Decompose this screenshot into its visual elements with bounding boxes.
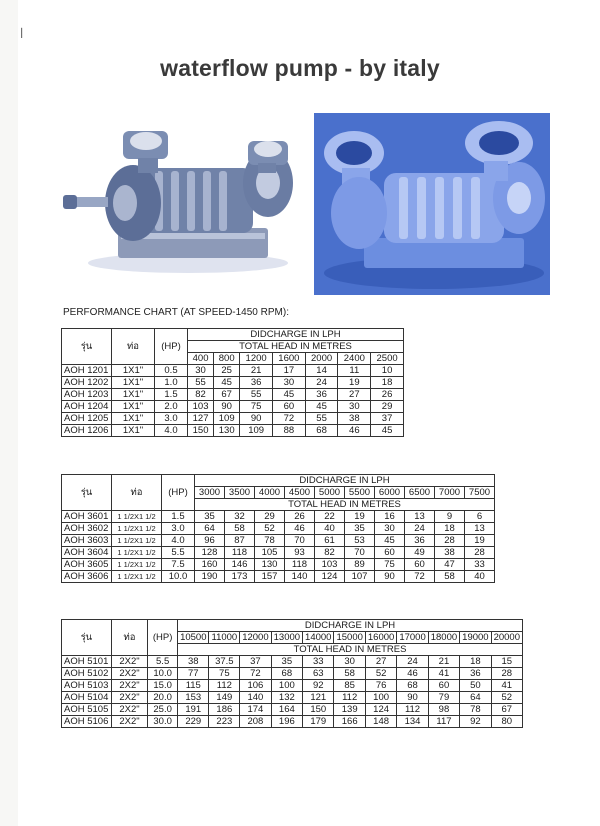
- head-value-cell: 64: [195, 523, 225, 535]
- head-value-cell: 38: [338, 413, 371, 425]
- head-value-cell: 72: [240, 668, 271, 680]
- header-head: TOTAL HEAD IN METRES: [188, 341, 404, 353]
- flow-header-cell: 5000: [315, 487, 345, 499]
- head-value-cell: 132: [271, 692, 302, 704]
- head-value-cell: 26: [285, 511, 315, 523]
- hp-cell: 0.5: [155, 365, 188, 377]
- flow-header-cell: 19000: [460, 632, 491, 644]
- head-value-cell: 150: [303, 704, 334, 716]
- hp-cell: 15.0: [148, 680, 178, 692]
- performance-table-1: [61, 328, 404, 437]
- flow-header-cell: 3000: [195, 487, 225, 499]
- head-value-cell: 45: [214, 377, 240, 389]
- pipe-cell: 2X2": [111, 692, 147, 704]
- head-value-cell: 61: [315, 535, 345, 547]
- head-value-cell: 38: [178, 656, 209, 668]
- flow-header-cell: 7500: [465, 487, 495, 499]
- hp-cell: 20.0: [148, 692, 178, 704]
- head-value-cell: 10: [371, 365, 404, 377]
- head-value-cell: 29: [255, 511, 285, 523]
- head-value-cell: 68: [397, 680, 428, 692]
- head-value-cell: 90: [397, 692, 428, 704]
- pipe-cell: 1X1": [112, 401, 155, 413]
- head-value-cell: 37: [240, 656, 271, 668]
- head-value-cell: 24: [405, 523, 435, 535]
- flow-header-cell: 1600: [272, 353, 305, 365]
- head-value-cell: 70: [285, 535, 315, 547]
- pipe-cell: 2X2": [111, 704, 147, 716]
- table-row: [62, 559, 495, 571]
- hp-cell: 5.5: [148, 656, 178, 668]
- head-value-cell: 87: [225, 535, 255, 547]
- head-value-cell: 121: [303, 692, 334, 704]
- head-value-cell: 30: [338, 401, 371, 413]
- flow-header-cell: 2400: [338, 353, 371, 365]
- head-value-cell: 166: [334, 716, 365, 728]
- model-cell: AOH 5101: [62, 656, 112, 668]
- head-value-cell: 58: [225, 523, 255, 535]
- head-value-cell: 30: [334, 656, 365, 668]
- head-value-cell: 46: [338, 425, 371, 437]
- head-value-cell: 186: [209, 704, 240, 716]
- model-cell: AOH 1206: [62, 425, 112, 437]
- head-value-cell: 49: [405, 547, 435, 559]
- head-value-cell: 18: [435, 523, 465, 535]
- head-value-cell: 13: [465, 523, 495, 535]
- header-discharge: DIDCHARGE IN LPH: [195, 475, 495, 487]
- head-value-cell: 36: [305, 389, 338, 401]
- head-value-cell: 21: [428, 656, 459, 668]
- head-value-cell: 118: [225, 547, 255, 559]
- header-model: รุ่น: [62, 475, 112, 511]
- head-value-cell: 27: [338, 389, 371, 401]
- head-value-cell: 36: [240, 377, 273, 389]
- head-value-cell: 40: [315, 523, 345, 535]
- head-value-cell: 36: [460, 668, 491, 680]
- table-row: [62, 547, 495, 559]
- head-value-cell: 47: [435, 559, 465, 571]
- head-value-cell: 78: [460, 704, 491, 716]
- head-value-cell: 103: [188, 401, 214, 413]
- pipe-cell: 2X2": [111, 668, 147, 680]
- pipe-cell: 1 1/2X1 1/2: [112, 511, 162, 523]
- table-row: [62, 571, 495, 583]
- pipe-cell: 1 1/2X1 1/2: [112, 559, 162, 571]
- performance-chart-label: PERFORMANCE CHART (AT SPEED-1450 RPM):: [63, 307, 289, 318]
- head-value-cell: 88: [272, 425, 305, 437]
- head-value-cell: 149: [209, 692, 240, 704]
- model-cell: AOH 3602: [62, 523, 112, 535]
- head-value-cell: 36: [405, 535, 435, 547]
- table-row: [62, 704, 523, 716]
- head-value-cell: 208: [240, 716, 271, 728]
- table-row: [62, 668, 523, 680]
- head-value-cell: 37: [371, 413, 404, 425]
- table-row: [62, 680, 523, 692]
- table-row: [62, 656, 523, 668]
- head-value-cell: 60: [375, 547, 405, 559]
- hp-cell: 10.0: [148, 668, 178, 680]
- head-value-cell: 164: [271, 704, 302, 716]
- head-value-cell: 153: [178, 692, 209, 704]
- table-row: [62, 377, 404, 389]
- model-cell: AOH 1204: [62, 401, 112, 413]
- head-value-cell: 72: [272, 413, 305, 425]
- header-model: รุ่น: [62, 329, 112, 365]
- head-value-cell: 80: [491, 716, 522, 728]
- model-cell: AOH 3605: [62, 559, 112, 571]
- flow-header-cell: 20000: [491, 632, 522, 644]
- head-value-cell: 100: [271, 680, 302, 692]
- head-value-cell: 30: [272, 377, 305, 389]
- head-value-cell: 41: [428, 668, 459, 680]
- head-value-cell: 140: [240, 692, 271, 704]
- hp-cell: 25.0: [148, 704, 178, 716]
- table-row: [62, 523, 495, 535]
- pipe-cell: 1X1": [112, 389, 155, 401]
- performance-table-3: [61, 619, 523, 728]
- head-value-cell: 103: [315, 559, 345, 571]
- head-value-cell: 53: [345, 535, 375, 547]
- head-value-cell: 93: [285, 547, 315, 559]
- head-value-cell: 37.5: [209, 656, 240, 668]
- head-value-cell: 85: [334, 680, 365, 692]
- head-value-cell: 63: [303, 668, 334, 680]
- head-value-cell: 6: [465, 511, 495, 523]
- head-value-cell: 30: [375, 523, 405, 535]
- head-value-cell: 223: [209, 716, 240, 728]
- model-cell: AOH 5103: [62, 680, 112, 692]
- head-value-cell: 52: [365, 668, 396, 680]
- head-value-cell: 27: [365, 656, 396, 668]
- head-value-cell: 82: [188, 389, 214, 401]
- head-value-cell: 16: [375, 511, 405, 523]
- head-value-cell: 40: [465, 571, 495, 583]
- head-value-cell: 75: [209, 668, 240, 680]
- head-value-cell: 33: [465, 559, 495, 571]
- head-value-cell: 64: [460, 692, 491, 704]
- flow-header-cell: 10500: [178, 632, 209, 644]
- pipe-cell: 1X1": [112, 413, 155, 425]
- table-row: [62, 389, 404, 401]
- flow-header-cell: 4000: [255, 487, 285, 499]
- flow-header-cell: 7000: [435, 487, 465, 499]
- header-pipe: ท่อ: [112, 475, 162, 511]
- pipe-cell: 1X1": [112, 425, 155, 437]
- head-value-cell: 55: [188, 377, 214, 389]
- head-value-cell: 45: [371, 425, 404, 437]
- pipe-cell: 1 1/2X1 1/2: [112, 547, 162, 559]
- head-value-cell: 112: [334, 692, 365, 704]
- head-value-cell: 60: [405, 559, 435, 571]
- head-value-cell: 19: [338, 377, 371, 389]
- head-value-cell: 130: [255, 559, 285, 571]
- head-value-cell: 60: [428, 680, 459, 692]
- head-value-cell: 24: [397, 656, 428, 668]
- head-value-cell: 106: [240, 680, 271, 692]
- head-value-cell: 148: [365, 716, 396, 728]
- pipe-cell: 1 1/2X1 1/2: [112, 571, 162, 583]
- head-value-cell: 11: [338, 365, 371, 377]
- head-value-cell: 46: [285, 523, 315, 535]
- head-value-cell: 15: [491, 656, 522, 668]
- flow-header-cell: 3500: [225, 487, 255, 499]
- head-value-cell: 127: [188, 413, 214, 425]
- head-value-cell: 58: [334, 668, 365, 680]
- head-value-cell: 100: [365, 692, 396, 704]
- pipe-cell: 1 1/2X1 1/2: [112, 523, 162, 535]
- hp-cell: 30.0: [148, 716, 178, 728]
- flow-header-cell: 2000: [305, 353, 338, 365]
- head-value-cell: 68: [305, 425, 338, 437]
- head-value-cell: 190: [195, 571, 225, 583]
- head-value-cell: 82: [315, 547, 345, 559]
- hp-cell: 3.0: [162, 523, 195, 535]
- model-cell: AOH 3603: [62, 535, 112, 547]
- head-value-cell: 90: [375, 571, 405, 583]
- model-cell: AOH 3601: [62, 511, 112, 523]
- flow-header-cell: 15000: [334, 632, 365, 644]
- head-value-cell: 140: [285, 571, 315, 583]
- head-value-cell: 107: [345, 571, 375, 583]
- head-value-cell: 174: [240, 704, 271, 716]
- head-value-cell: 19: [345, 511, 375, 523]
- hp-cell: 1.0: [155, 377, 188, 389]
- table-row: [62, 535, 495, 547]
- table-row: [62, 425, 404, 437]
- table-row: [62, 511, 495, 523]
- flow-header-cell: 16000: [365, 632, 396, 644]
- head-value-cell: 112: [209, 680, 240, 692]
- flow-header-cell: 5500: [345, 487, 375, 499]
- head-value-cell: 52: [491, 692, 522, 704]
- hp-cell: 4.0: [162, 535, 195, 547]
- head-value-cell: 67: [214, 389, 240, 401]
- head-value-cell: 109: [240, 425, 273, 437]
- header-discharge: DIDCHARGE IN LPH: [188, 329, 404, 341]
- head-value-cell: 38: [435, 547, 465, 559]
- model-cell: AOH 3606: [62, 571, 112, 583]
- head-value-cell: 28: [435, 535, 465, 547]
- head-value-cell: 134: [397, 716, 428, 728]
- head-value-cell: 21: [240, 365, 273, 377]
- table-row: [62, 413, 404, 425]
- head-value-cell: 78: [255, 535, 285, 547]
- head-value-cell: 35: [345, 523, 375, 535]
- flow-header-cell: 800: [214, 353, 240, 365]
- model-cell: AOH 1203: [62, 389, 112, 401]
- flow-header-cell: 17000: [397, 632, 428, 644]
- head-value-cell: 70: [345, 547, 375, 559]
- page-title: waterflow pump - by italy: [160, 55, 440, 81]
- head-value-cell: 58: [435, 571, 465, 583]
- head-value-cell: 157: [255, 571, 285, 583]
- table-row: [62, 365, 404, 377]
- head-value-cell: 124: [315, 571, 345, 583]
- header-hp: (HP): [148, 620, 178, 656]
- head-value-cell: 92: [303, 680, 334, 692]
- model-cell: AOH 1205: [62, 413, 112, 425]
- header-model: รุ่น: [62, 620, 112, 656]
- pipe-cell: 1X1": [112, 377, 155, 389]
- model-cell: AOH 5106: [62, 716, 112, 728]
- head-value-cell: 30: [188, 365, 214, 377]
- hp-cell: 10.0: [162, 571, 195, 583]
- model-cell: AOH 5104: [62, 692, 112, 704]
- head-value-cell: 52: [255, 523, 285, 535]
- head-value-cell: 26: [371, 389, 404, 401]
- head-value-cell: 92: [460, 716, 491, 728]
- head-value-cell: 68: [271, 668, 302, 680]
- flow-header-cell: 11000: [209, 632, 240, 644]
- header-head: TOTAL HEAD IN METRES: [195, 499, 495, 511]
- hp-cell: 1.5: [155, 389, 188, 401]
- pump-photo-blue: [314, 113, 550, 295]
- pump-photo-gray: [63, 113, 298, 283]
- head-value-cell: 60: [272, 401, 305, 413]
- table-row: [62, 692, 523, 704]
- hp-cell: 5.5: [162, 547, 195, 559]
- head-value-cell: 18: [460, 656, 491, 668]
- head-value-cell: 139: [334, 704, 365, 716]
- hp-cell: 7.5: [162, 559, 195, 571]
- hp-cell: 1.5: [162, 511, 195, 523]
- head-value-cell: 50: [460, 680, 491, 692]
- flow-header-cell: 1200: [240, 353, 273, 365]
- head-value-cell: 28: [491, 668, 522, 680]
- table-row: [62, 401, 404, 413]
- model-cell: AOH 5102: [62, 668, 112, 680]
- model-cell: AOH 1202: [62, 377, 112, 389]
- header-head: TOTAL HEAD IN METRES: [178, 644, 523, 656]
- head-value-cell: 17: [272, 365, 305, 377]
- header-hp: (HP): [162, 475, 195, 511]
- head-value-cell: 72: [405, 571, 435, 583]
- model-cell: AOH 5105: [62, 704, 112, 716]
- head-value-cell: 41: [491, 680, 522, 692]
- head-value-cell: 76: [365, 680, 396, 692]
- pipe-cell: 1 1/2X1 1/2: [112, 535, 162, 547]
- head-value-cell: 33: [303, 656, 334, 668]
- head-value-cell: 128: [195, 547, 225, 559]
- hp-cell: 3.0: [155, 413, 188, 425]
- performance-table-2: [61, 474, 495, 583]
- head-value-cell: 109: [214, 413, 240, 425]
- head-value-cell: 18: [371, 377, 404, 389]
- head-value-cell: 117: [428, 716, 459, 728]
- head-value-cell: 29: [371, 401, 404, 413]
- header-discharge: DIDCHARGE IN LPH: [178, 620, 523, 632]
- head-value-cell: 55: [305, 413, 338, 425]
- head-value-cell: 24: [305, 377, 338, 389]
- head-value-cell: 179: [303, 716, 334, 728]
- head-value-cell: 105: [255, 547, 285, 559]
- head-value-cell: 45: [375, 535, 405, 547]
- head-value-cell: 146: [225, 559, 255, 571]
- head-value-cell: 173: [225, 571, 255, 583]
- flow-header-cell: 2500: [371, 353, 404, 365]
- head-value-cell: 79: [428, 692, 459, 704]
- head-value-cell: 90: [214, 401, 240, 413]
- pipe-cell: 2X2": [111, 656, 147, 668]
- head-value-cell: 90: [240, 413, 273, 425]
- head-value-cell: 115: [178, 680, 209, 692]
- header-hp: (HP): [155, 329, 188, 365]
- model-cell: AOH 3604: [62, 547, 112, 559]
- head-value-cell: 13: [405, 511, 435, 523]
- hp-cell: 2.0: [155, 401, 188, 413]
- pipe-cell: 2X2": [111, 680, 147, 692]
- head-value-cell: 14: [305, 365, 338, 377]
- header-pipe: ท่อ: [111, 620, 147, 656]
- flow-header-cell: 18000: [428, 632, 459, 644]
- head-value-cell: 55: [240, 389, 273, 401]
- flow-header-cell: 13000: [271, 632, 302, 644]
- head-value-cell: 77: [178, 668, 209, 680]
- head-value-cell: 75: [375, 559, 405, 571]
- head-value-cell: 96: [195, 535, 225, 547]
- scan-mark: ꟾ: [20, 29, 24, 41]
- head-value-cell: 46: [397, 668, 428, 680]
- head-value-cell: 118: [285, 559, 315, 571]
- model-cell: AOH 1201: [62, 365, 112, 377]
- head-value-cell: 25: [214, 365, 240, 377]
- head-value-cell: 35: [195, 511, 225, 523]
- head-value-cell: 124: [365, 704, 396, 716]
- head-value-cell: 22: [315, 511, 345, 523]
- head-value-cell: 45: [272, 389, 305, 401]
- head-value-cell: 19: [465, 535, 495, 547]
- head-value-cell: 196: [271, 716, 302, 728]
- head-value-cell: 89: [345, 559, 375, 571]
- pipe-cell: 2X2": [111, 716, 147, 728]
- head-value-cell: 32: [225, 511, 255, 523]
- flow-header-cell: 14000: [303, 632, 334, 644]
- head-value-cell: 45: [305, 401, 338, 413]
- head-value-cell: 35: [271, 656, 302, 668]
- head-value-cell: 150: [188, 425, 214, 437]
- flow-header-cell: 12000: [240, 632, 271, 644]
- head-value-cell: 9: [435, 511, 465, 523]
- head-value-cell: 191: [178, 704, 209, 716]
- head-value-cell: 130: [214, 425, 240, 437]
- head-value-cell: 160: [195, 559, 225, 571]
- table-row: [62, 716, 523, 728]
- head-value-cell: 98: [428, 704, 459, 716]
- head-value-cell: 28: [465, 547, 495, 559]
- flow-header-cell: 400: [188, 353, 214, 365]
- head-value-cell: 112: [397, 704, 428, 716]
- flow-header-cell: 6000: [375, 487, 405, 499]
- head-value-cell: 75: [240, 401, 273, 413]
- head-value-cell: 67: [491, 704, 522, 716]
- hp-cell: 4.0: [155, 425, 188, 437]
- header-pipe: ท่อ: [112, 329, 155, 365]
- flow-header-cell: 6500: [405, 487, 435, 499]
- head-value-cell: 229: [178, 716, 209, 728]
- flow-header-cell: 4500: [285, 487, 315, 499]
- pipe-cell: 1X1": [112, 365, 155, 377]
